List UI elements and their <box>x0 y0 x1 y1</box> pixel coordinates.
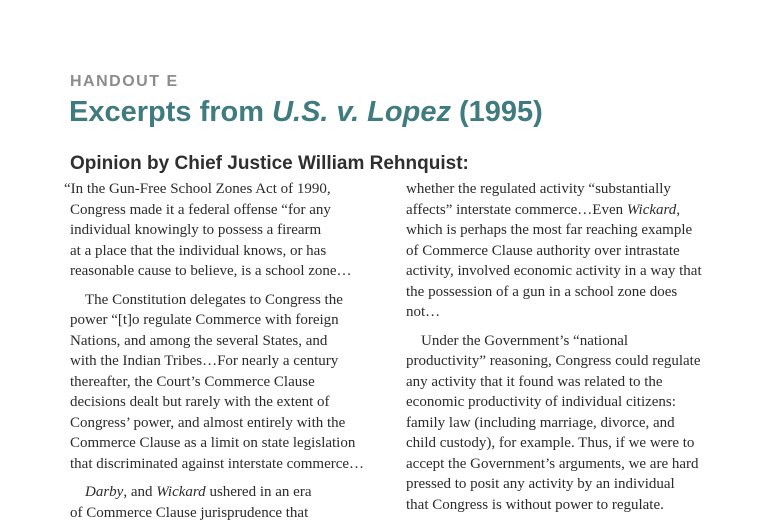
text-line: Congress’ power, and almost entirely with the <box>70 413 390 434</box>
text-fragment: , and <box>123 484 156 500</box>
text-line: Under the Government’s “national <box>406 331 726 352</box>
text-line: economic productivity of individual citizens: <box>406 392 726 413</box>
text-line: Congress made it a federal offense “for any <box>70 200 390 221</box>
paragraph-1 <box>70 179 390 282</box>
text-line: child custody), for example. Thus, if we were to <box>406 433 726 454</box>
page-title <box>69 96 543 129</box>
text-line: of Commerce Clause authority over intrastate <box>406 241 726 262</box>
text-line: activity, involved economic activity in a way that <box>406 261 726 282</box>
text-line: not… <box>406 302 726 323</box>
text-line: thereafter, the Court’s Commerce Clause <box>70 372 390 393</box>
title-prefix: Excerpts from <box>69 96 272 128</box>
text-line: that Congress is without power to regulate. <box>406 495 726 516</box>
left-column <box>70 179 390 523</box>
text-line <box>406 200 726 221</box>
paragraph-2 <box>70 290 390 475</box>
opinion-heading: Opinion by Chief Justice William Rehnquist: <box>70 153 469 175</box>
case-name: Wickard <box>156 484 205 500</box>
text-line: any activity that it found was related to the <box>406 372 726 393</box>
text-line: productivity” reasoning, Congress could regulate <box>406 351 726 372</box>
paragraph-3 <box>70 482 390 523</box>
text-line: family law (including marriage, divorce, and <box>406 413 726 434</box>
paragraph-4 <box>406 331 726 516</box>
text-fragment: , <box>676 202 680 218</box>
text-line: the possession of a gun in a school zone does <box>406 282 726 303</box>
text-line: at a place that the individual knows, or has <box>70 241 390 262</box>
text-line: “In the Gun-Free School Zones Act of 1990, <box>64 179 390 200</box>
case-name: Darby <box>85 484 123 500</box>
text-fragment: ushered in an era <box>206 484 312 500</box>
text-line: whether the regulated activity “substantially <box>406 179 726 200</box>
title-year: (1995) <box>451 96 543 128</box>
case-name: Wickard <box>627 202 676 218</box>
text-line: Commerce Clause as a limit on state legislation <box>70 433 390 454</box>
right-column <box>406 179 726 515</box>
text-line: with the Indian Tribes…For nearly a century <box>70 351 390 372</box>
text-line: Nations, and among the several States, and <box>70 331 390 352</box>
text-fragment: affects” interstate commerce…Even <box>406 202 627 218</box>
text-line: reasonable cause to believe, is a school zone… <box>70 261 390 282</box>
text-line: that discriminated against interstate commerce… <box>70 454 390 475</box>
text-line: pressed to posit any activity by an individual <box>406 474 726 495</box>
title-case-name: U.S. v. Lopez <box>272 96 451 128</box>
text-line: The Constitution delegates to Congress the <box>70 290 390 311</box>
text-line: decisions dealt but rarely with the extent of <box>70 392 390 413</box>
text-line: power “[t]o regulate Commerce with foreign <box>70 310 390 331</box>
text-line: accept the Government’s arguments, we are hard <box>406 454 726 475</box>
text-line: which is perhaps the most far reaching example <box>406 220 726 241</box>
text-line: individual knowingly to possess a firearm <box>70 220 390 241</box>
text-line: of Commerce Clause jurisprudence that <box>70 503 390 523</box>
handout-label: HANDOUT E <box>70 73 179 91</box>
text-line <box>70 482 390 503</box>
paragraph-continued <box>406 179 726 323</box>
